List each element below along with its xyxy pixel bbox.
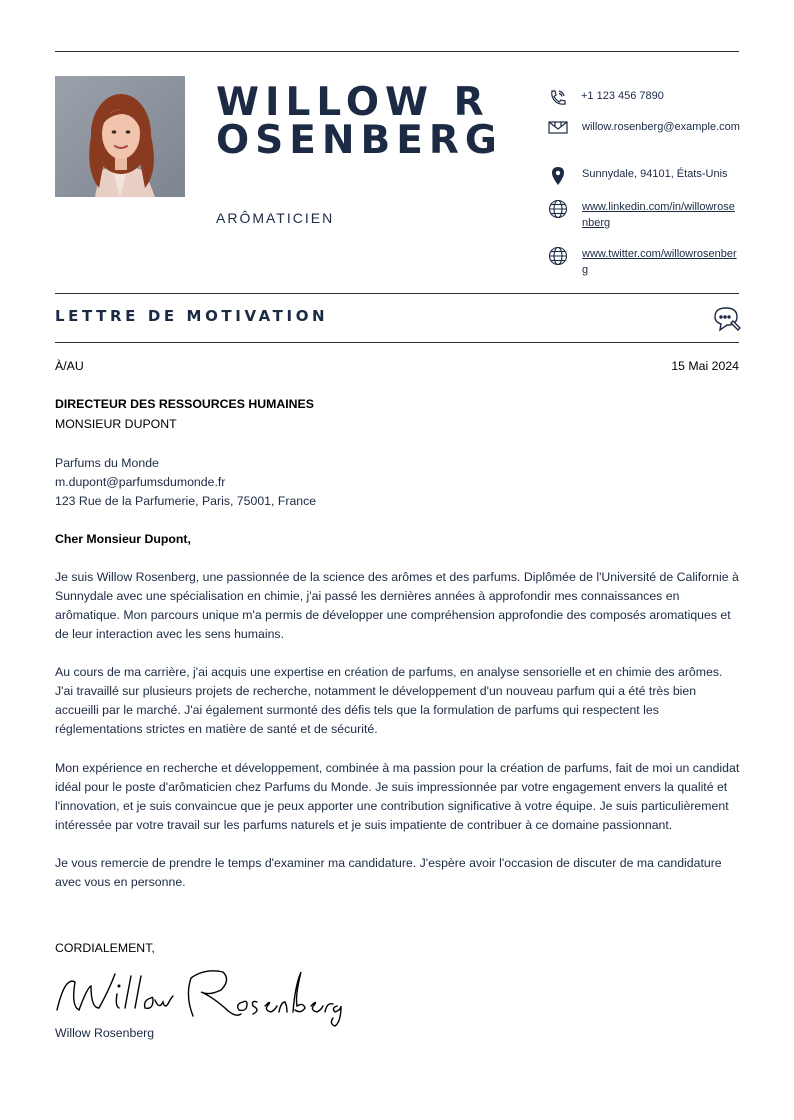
- top-divider: [55, 51, 739, 52]
- linkedin-link[interactable]: www.linkedin.com/in/willowrosenberg: [582, 201, 735, 229]
- phone-text: +1 123 456 7890: [581, 90, 664, 102]
- email-text[interactable]: willow.rosenberg@example.com: [582, 121, 740, 133]
- paragraph-4: Je vous remercie de prendre le temps d'examiner ma candidature. J'espère avoir l'occasion de discuter de ma candidature avec vous en personne.: [55, 856, 722, 889]
- company-email: m.dupont@parfumsdumonde.fr: [55, 475, 226, 489]
- recipient-name: MONSIEUR DUPONT: [55, 417, 177, 431]
- to-label: À/AU: [55, 359, 84, 373]
- globe-icon: [548, 246, 568, 266]
- closing: CORDIALEMENT,: [55, 941, 155, 955]
- candidate-role: ARÔMATICIEN: [216, 210, 335, 226]
- greeting: Cher Monsieur Dupont,: [55, 532, 191, 546]
- profile-photo: [55, 76, 185, 197]
- phone-icon: [548, 88, 568, 108]
- section-title: LETTRE DE MOTIVATION: [55, 307, 329, 325]
- chat-edit-icon: [713, 306, 741, 332]
- location-icon: [548, 166, 568, 186]
- company-address: 123 Rue de la Parfumerie, Paris, 75001, France: [55, 494, 317, 508]
- letter-date: 15 Mai 2024: [671, 359, 739, 373]
- twitter-link[interactable]: www.twitter.com/willowrosenberg: [582, 248, 737, 276]
- email-icon: [548, 119, 568, 139]
- paragraph-1: Je suis Willow Rosenberg, une passionnée de la science des arômes et des parfums. Diplômée de l'Université de Californie à Sunnydale avec une spécialisation en chimie, j'ai passé les dernières années à approfondir mes connaissances en arômatique. Mon parcours unique m'a permis de développer une compréhension approfondie des composés aromatiques et de leur interaction avec les sens humains.: [55, 570, 739, 641]
- company-name: Parfums du Monde: [55, 456, 159, 470]
- paragraph-2: Au cours de ma carrière, j'ai acquis une expertise en création de parfums, en analyse sensorielle et en chimie des arômes. J'ai travaillé sur plusieurs projets de recherche, notamment le développement d'un nouveau parfum qui a été très bien accueilli par le marché. J'ai également surmonté des défis tels que la formulation de parfums qui respectent les réglementations strictes en matière de santé et de sécurité.: [55, 665, 723, 736]
- paragraph-3: Mon expérience en recherche et développement, combinée à ma passion pour la création de parfums, fait de moi un candidat idéal pour le poste d'arômaticien chez Parfums du Monde. Je suis impressionnée par votre engagement envers la qualité et l'innovation, et je suis convaincue que je peux apporter une contribution significative à votre équipe. Je suis particulièrement intéressée par votre travail sur les parfums naturels et je suis impatiente de contribuer à ce domaine passionnant.: [55, 761, 740, 832]
- signature: [55, 966, 345, 1032]
- recipient-title: DIRECTEUR DES RESSOURCES HUMAINES: [55, 397, 314, 411]
- address-text: Sunnydale, 94101, États-Unis: [582, 168, 728, 180]
- section-divider-top: [55, 293, 739, 294]
- signed-name: Willow Rosenberg: [55, 1026, 155, 1040]
- globe-icon: [548, 199, 568, 219]
- candidate-name: WILLOW ROSENBERG: [216, 80, 503, 163]
- section-divider-bottom: [55, 342, 739, 343]
